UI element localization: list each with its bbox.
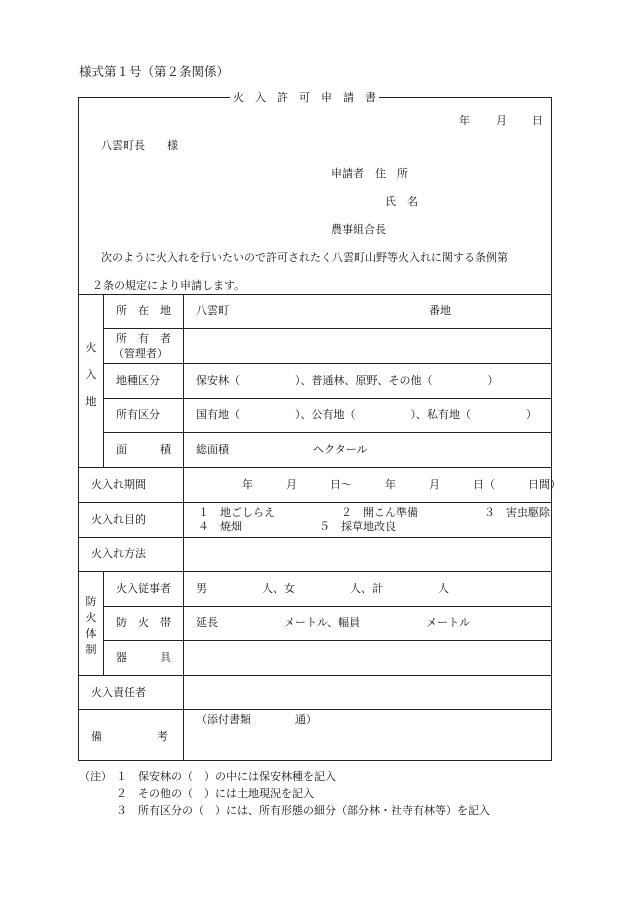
workers-label: 火入従事者	[116, 582, 171, 595]
site-group-char: 火	[85, 341, 97, 354]
rule-prevention-2	[103, 640, 552, 641]
addressee: 八雲町長 様	[101, 139, 178, 152]
rule-prevention-group-divider	[103, 571, 104, 675]
rule-remarks-top	[78, 709, 552, 710]
location-label: 所 在 地	[116, 304, 171, 317]
note-item-3: ３ 所有区分の（ ）には、所有形態の細分（部分林・社寺有林等）を記入	[116, 804, 490, 817]
area-label: 面 積	[116, 443, 171, 456]
date-day: 日	[532, 114, 543, 127]
owner-label-sub: （管理者）	[113, 347, 168, 360]
responsible-label: 火入責任者	[91, 686, 146, 699]
rule-site-2	[103, 363, 552, 364]
location-prefix: 八雲町	[196, 304, 229, 317]
applicant-address-label: 申請者 住 所	[331, 167, 408, 180]
date-month: 月	[496, 114, 507, 127]
land-category-label: 地種区分	[116, 374, 160, 387]
prevention-group-label	[82, 596, 100, 655]
rule-responsible-top	[78, 675, 552, 676]
body-text-line2: ２条の規定により申請します。	[92, 279, 246, 292]
rule-label-column-divider	[183, 294, 184, 761]
area-unit: ヘクタール	[313, 443, 368, 456]
rule-site-group-divider	[103, 294, 104, 467]
note-item-2: ２ その他の（ ）には土地現況を記入	[116, 787, 314, 800]
rule-site-3	[103, 398, 552, 399]
remarks-label: 備 考	[91, 730, 168, 743]
remarks-value: （添付書類 通）	[196, 713, 317, 726]
site-group-char: 入	[85, 368, 97, 381]
rule-method-top	[78, 537, 552, 538]
rule-prevention-top	[78, 571, 552, 572]
rule-prevention-1	[103, 606, 552, 607]
note-item-1: １ 保安林の（ ）の中には保安林種を記入	[116, 770, 336, 783]
form-number-label: 様式第１号（第２条関係）	[79, 64, 230, 79]
equipment-label: 器 具	[116, 651, 171, 664]
period-label: 火入れ期間	[91, 478, 146, 491]
rule-site-4	[103, 432, 552, 433]
rule-purpose-top	[78, 502, 552, 503]
prevention-group-char: 制	[85, 643, 97, 656]
owner-label: 所 有 者	[116, 332, 171, 345]
site-group-label	[82, 342, 100, 407]
method-label: 火入れ方法	[91, 547, 146, 560]
ownership-category-value: 国有地（ ）、公有地（ ）、私有地（ ）	[196, 408, 537, 421]
purpose-line2: ４ 焼畑 ５ 採草地改良	[198, 520, 396, 533]
firebreak-value: 延長 メートル、幅員 メートル	[196, 616, 471, 629]
prevention-group-char: 火	[85, 611, 97, 624]
site-group-char: 地	[85, 395, 97, 408]
firebreak-label: 防 火 帯	[116, 616, 171, 629]
location-suffix: 番地	[429, 304, 451, 317]
rule-site-1	[103, 328, 552, 329]
notes-marker: （注）	[79, 770, 112, 783]
workers-value: 男 人、女 人、計 人	[196, 582, 449, 595]
purpose-label: 火入れ目的	[91, 513, 146, 526]
rule-table-top	[78, 294, 552, 295]
applicant-name-label: 氏 名	[385, 195, 418, 208]
prevention-group-char: 体	[85, 627, 97, 640]
body-text-line1: 次のように火入れを行いたいので許可されたく八雲町山野等火入れに関する条例第	[101, 251, 508, 264]
union-head-label: 農事組合長	[331, 223, 386, 236]
ownership-category-label: 所有区分	[116, 408, 160, 421]
date-year: 年	[459, 114, 470, 127]
rule-period-top	[78, 467, 552, 468]
form-title: 火 入 許 可 申 請 書	[230, 92, 379, 103]
area-prefix: 総面積	[196, 443, 229, 456]
land-category-value: 保安林（ ）、普通林、原野、その他（ ）	[196, 374, 499, 387]
purpose-line1: １ 地ごしらえ ２ 開こん準備 ３ 害虫駆除	[198, 506, 550, 519]
period-value: 年 月 日～ 年 月 日（ 日間）	[242, 478, 561, 491]
prevention-group-char: 防	[85, 595, 97, 608]
